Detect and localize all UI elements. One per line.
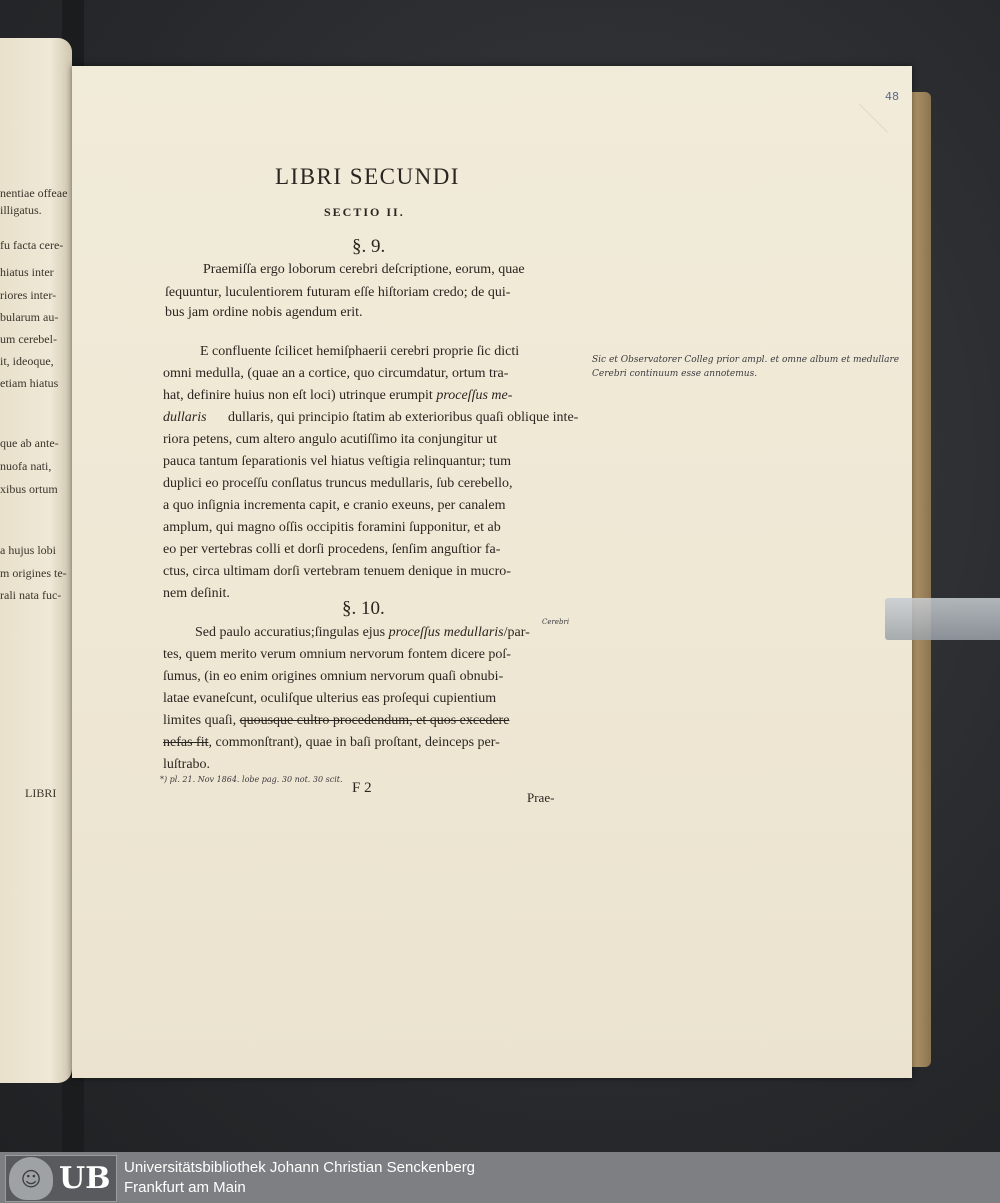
text-line: dullaris, qui principio ſtatim ab exterioribus quaſi oblique inte- [228, 410, 579, 425]
text-segment: , commonſtrant), quae in baſi proſtant, deinceps per- [208, 735, 500, 750]
left-page-line: bularum au- [0, 310, 59, 324]
left-page-line: fu facta cere- [0, 238, 64, 252]
left-page-line: um cerebel- [0, 332, 57, 346]
text-line: luſtrabo. [163, 757, 211, 772]
text-segment: par- [507, 625, 530, 640]
text-line [163, 410, 207, 426]
library-footer [0, 1152, 1000, 1203]
left-page-line: m origines te- [0, 566, 67, 580]
text-line: tes, quem merito verum omnium nervorum fontem dicere poſ- [163, 647, 511, 662]
section-heading: SECTIO II. [324, 205, 405, 219]
text-line [163, 713, 509, 729]
text-line: omni medulla, (quae an a cortice, quo circumdatur, ortum tra- [163, 366, 509, 381]
text-line: ſumus, (in eo enim origines omnium nervorum quaſi obnubi- [163, 669, 504, 684]
text-line: latae evaneſcunt, oculiſque ulterius eas proſequi cupientium [163, 691, 497, 706]
struck-text: quousque cultro procedendum, et quos excedere [239, 713, 510, 728]
text-line: nem deſinit. [163, 586, 230, 601]
italic-term: proceſſus me- [436, 388, 513, 403]
library-city: Frankfurt am Main [124, 1179, 246, 1196]
left-page-line: etiam hiatus [0, 376, 59, 390]
handwritten-footnote: *) pl. 21. Nov 1864. lobe pag. 30 not. 30 scit. [160, 775, 343, 784]
portrait-icon: ☺ [9, 1157, 53, 1200]
left-page-line: illigatus. [0, 203, 42, 217]
paragraph-mark-9: §. 9. [352, 236, 386, 257]
catchword: Prae- [527, 790, 555, 805]
text-line: Praemiſſa ergo loborum cerebri deſcriptione, eorum, quae [203, 262, 525, 277]
italic-term: dullaris [163, 410, 207, 425]
page-title: LIBRI SECUNDI [275, 164, 460, 189]
left-catchword: LIBRI [25, 786, 57, 800]
text-line: a quo inſignia incrementa capit, e cranio exeuns, per canalem [163, 498, 506, 513]
text-segment: hat, definire huius non eſt loci) utrinque erumpit [163, 388, 433, 403]
left-page-line: it, ideoque, [0, 354, 54, 368]
text-line: ſequuntur, luculentiorem futuram eſſe hiſtoriam credo; de qui- [165, 285, 511, 300]
ub-logo [5, 1155, 117, 1202]
interlinear-note: Cerebri [542, 618, 570, 626]
struck-text: nefas fit [163, 735, 209, 750]
text-line: ctus, circa ultimam dorſi vertebram tenuem denique in mucro- [163, 564, 511, 579]
italic-term: proceſſus medullaris [388, 625, 504, 640]
text-line: riora petens, cum altero angulo acutiſſimo ita conjungitur ut [163, 432, 497, 447]
text-line: bus jam ordine nobis agendum erit. [165, 305, 363, 320]
text-line: eo per vertebras colli et dorſi procedens, ſenſim anguſtior fa- [163, 542, 501, 557]
text-segment: ſingulas ejus [314, 625, 386, 640]
text-line: pauca tantum ſeparationis vel hiatus veſtigia relinquantur; tum [163, 454, 511, 469]
left-page-line: rali nata fuc- [0, 588, 62, 602]
text-line: E confluente ſcilicet hemiſphaerii cerebri proprie ſic dicti [200, 344, 520, 359]
margin-note-line: Sic et Observatorer Colleg prior ampl. et omne album et medullare [592, 355, 900, 365]
text-segment: limites quaſi, [163, 713, 237, 728]
text-line: amplum, qui magno oſſis occipitis foramini ſupponitur, et ab [163, 520, 501, 535]
left-page-line: que ab ante- [0, 436, 59, 450]
text-line: duplici eo proceſſu conſlatus truncus medullaris, ſub cerebello, [163, 476, 513, 491]
logo-text: UB [59, 1161, 111, 1196]
margin-note-line: Cerebri continuum esse annotemus. [592, 369, 758, 379]
left-page-line: hiatus inter [0, 265, 54, 279]
left-page-line: nentiae offeae [0, 186, 68, 200]
left-page [0, 38, 72, 1083]
left-page-line: xibus ortum [0, 482, 58, 496]
text-line [163, 388, 512, 404]
bookmark-strip [885, 598, 1000, 640]
text-line: Sed paulo accuratius;ſingulas ejus proceſſus medullaris/par- [195, 625, 530, 640]
left-page-line: a hujus lobi [0, 543, 56, 557]
left-page-line: nuofa nati, [0, 459, 52, 473]
text-line [163, 735, 500, 751]
paragraph-mark-10: §. 10. [342, 598, 385, 619]
library-name: Universitätsbibliothek Johann Christian Senckenberg [124, 1159, 476, 1176]
signature-mark: F 2 [352, 780, 372, 796]
left-page-line: riores inter- [0, 288, 57, 302]
text-segment: Sed paulo accuratius [195, 625, 311, 640]
page-number-note: 48 [885, 90, 899, 103]
